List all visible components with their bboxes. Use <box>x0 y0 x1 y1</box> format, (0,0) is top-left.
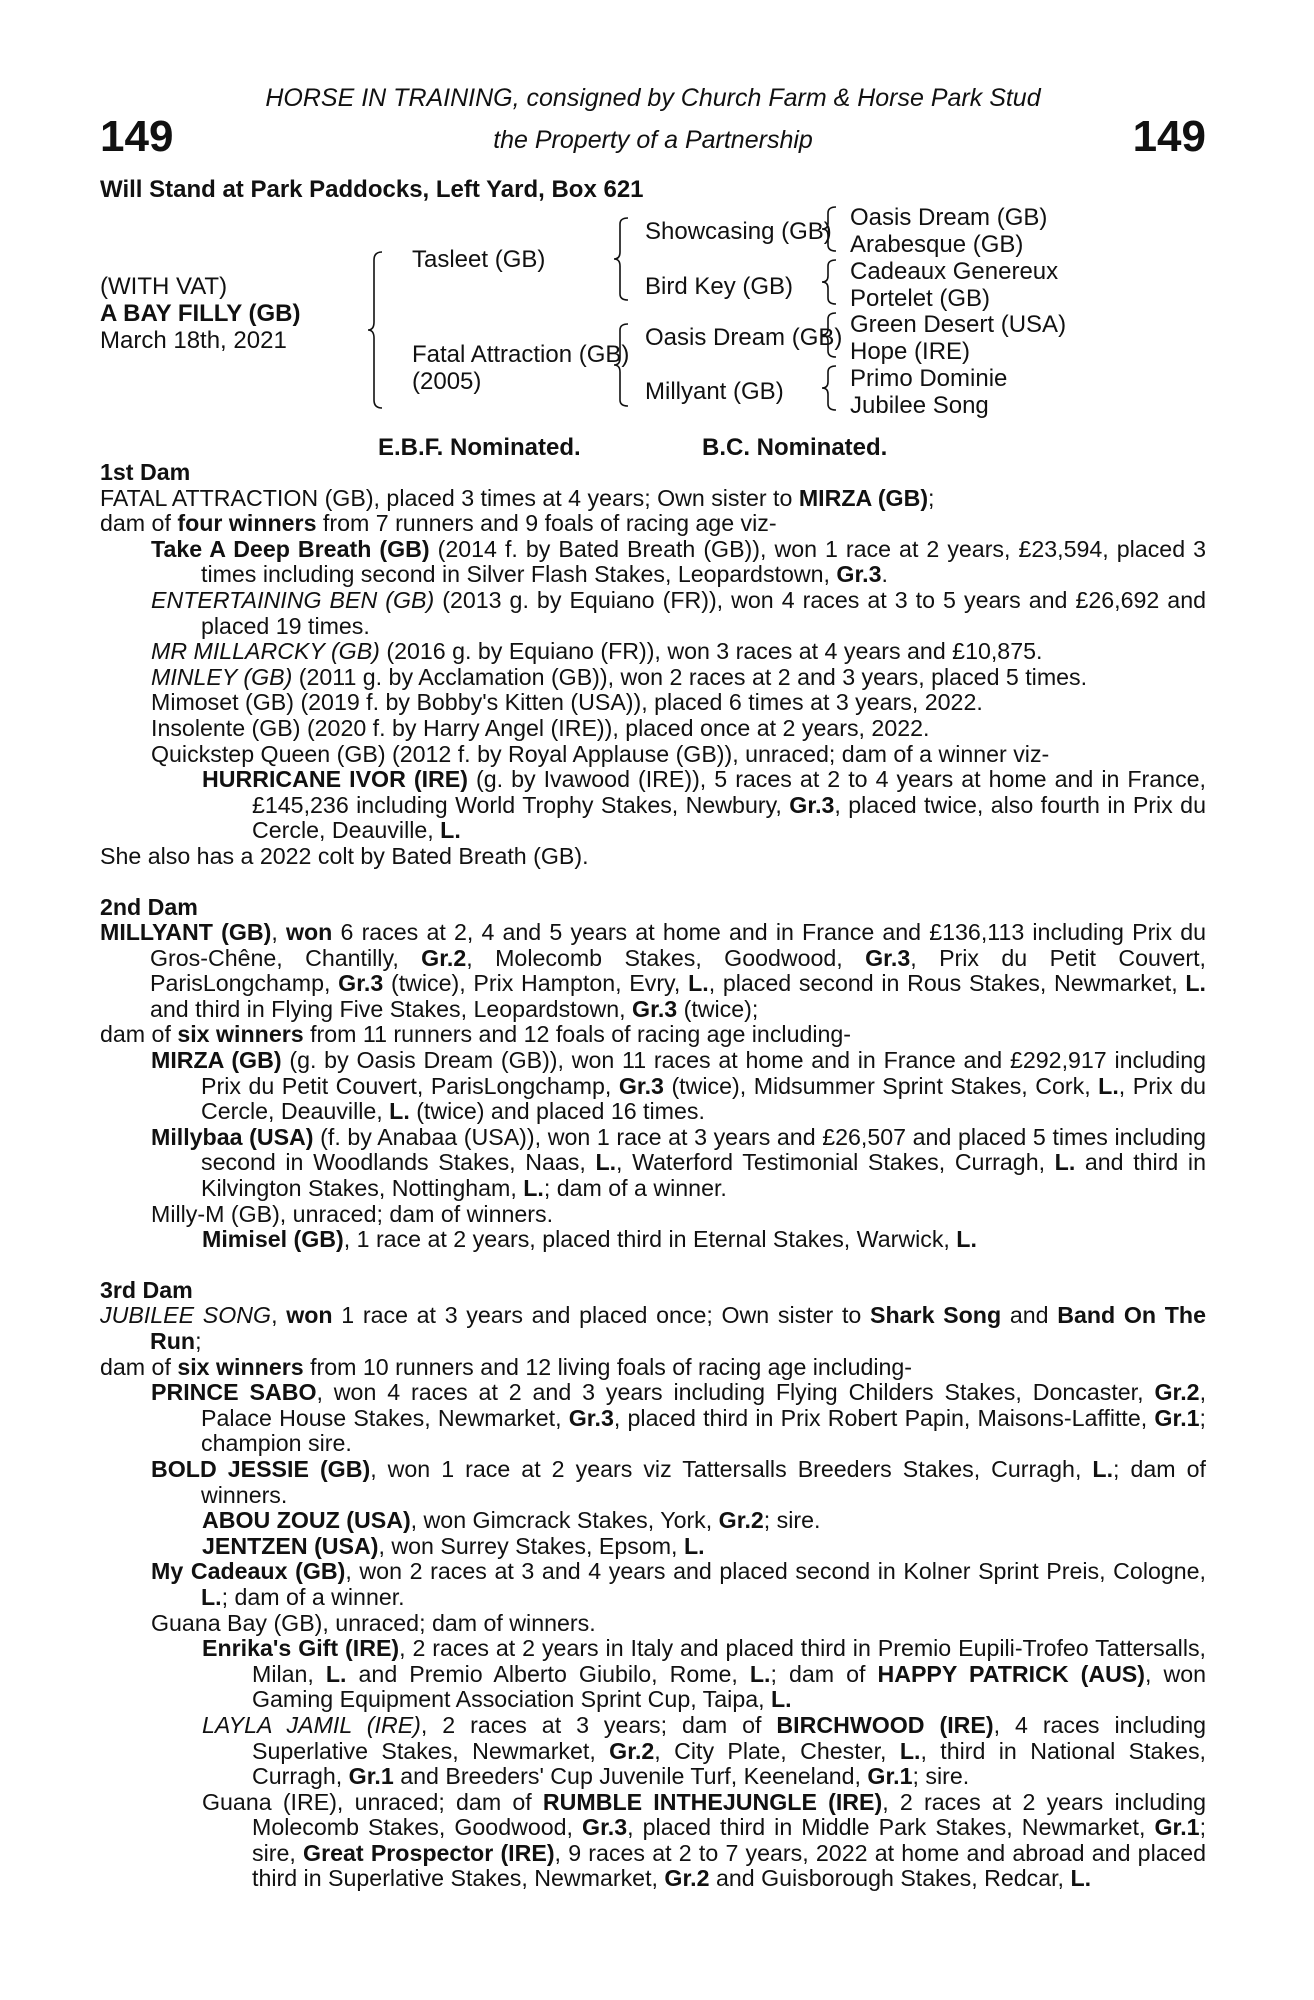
vat-note: (WITH VAT) <box>100 273 228 300</box>
pedigree-brace-g4-1 <box>822 205 842 253</box>
produce-millybaa: Millybaa (USA) (f. by Anabaa (USA)), won 1 race at 3 years and £26,507 and placed 5 times including second in Woodlands Stakes, Naas, L., Waterford Testimonial Stakes, Curragh, L. and third in Kilvington Stakes, Nottingham, L.; dam of a winner. <box>151 1123 1206 1202</box>
produce-record <box>100 460 1206 1892</box>
pedigree-brace-sire <box>614 216 634 302</box>
produce-bold-jessie: BOLD JESSIE (GB), won 1 race at 2 years viz Tattersalls Breeders Stakes, Curragh, L.; dam of winners. <box>151 1455 1206 1508</box>
produce-insolente: Insolente (GB) (2020 f. by Harry Angel (IRE)), placed once at 2 years, 2022. <box>151 714 930 741</box>
produce-mr-millarcky: MR MILLARCKY (GB) (2016 g. by Equiano (FR)), won 3 races at 4 years and £10,875. <box>151 638 1043 665</box>
pedigree-brace-dam <box>614 322 634 408</box>
dam-sire: Oasis Dream (GB) <box>645 324 843 351</box>
third-dam-summary: JUBILEE SONG, won 1 race at 3 years and placed once; Own sister to Shark Song and Band On The Run; <box>100 1302 1206 1354</box>
pedigree-brace-g4-4 <box>822 364 842 412</box>
stand-location: Will Stand at Park Paddocks, Left Yard, Box 621 <box>100 176 644 203</box>
produce-prince-sabo: PRINCE SABO, won 4 races at 2 and 3 years including Flying Childers Stakes, Doncaster, Gr.2, Palace House Stakes, Newmarket, Gr.3, placed third in Prix Robert Papin, Maisons-Laffitte, Gr.1; champion sire. <box>151 1379 1207 1457</box>
g4-green-desert: Green Desert (USA) <box>850 311 1067 338</box>
catalogue-page <box>100 0 1206 2000</box>
pedigree-brace-g4-2 <box>822 258 842 306</box>
foaled-date: March 18th, 2021 <box>100 327 287 354</box>
produce-take-a-deep-breath: Take A Deep Breath (GB) (2014 f. by Bated Breath (GB)), won 1 race at 2 years, £23,594, placed 3 times including second in Silver Flash Stakes, Leopardstown, Gr.3. <box>151 535 1207 588</box>
produce-quickstep-queen: Quickstep Queen (GB) (2012 f. by Royal Applause (GB)), unraced; dam of a winner viz- <box>151 740 1050 767</box>
first-dam-produce-intro: dam of four winners from 7 runners and 9 foals of racing age viz- <box>100 510 777 537</box>
ebf-nominated: E.B.F. Nominated. <box>378 434 581 461</box>
sire-name: Tasleet (GB) <box>412 246 546 273</box>
produce-abou-zouz: ABOU ZOUZ (USA), won Gimcrack Stakes, York, Gr.2; sire. <box>202 1507 821 1534</box>
produce-layla-jamil: LAYLA JAMIL (IRE), 2 races at 3 years; dam of BIRCHWOOD (IRE), 4 races including Superlative Stakes, Newmarket, Gr.2, City Plate, Chester, L., third in National Stakes, Curragh, Gr.1 and Breeders' Cup Juvenile Turf, Keeneland, Gr.1; sire. <box>202 1711 1206 1790</box>
pedigree-brace-g4-3 <box>822 311 842 359</box>
bc-nominated: B.C. Nominated. <box>702 434 888 461</box>
produce-hurricane-ivor: HURRICANE IVOR (IRE) (g. by Ivawood (IRE)), 5 races at 2 to 4 years at home and in France, £145,236 including World Trophy Stakes, Newbury, Gr.3, placed twice, also fourth in Prix du Cercle, Deauville, L. <box>202 766 1207 844</box>
g4-arabesque: Arabesque (GB) <box>850 231 1024 258</box>
third-dam-produce-intro: dam of six winners from 10 runners and 12 living foals of racing age including- <box>100 1353 913 1380</box>
produce-guana-bay: Guana Bay (GB), unraced; dam of winners. <box>151 1609 596 1636</box>
g4-jubilee-song: Jubilee Song <box>850 392 989 419</box>
dam-dam: Millyant (GB) <box>645 378 784 405</box>
first-dam-note: She also has a 2022 colt by Bated Breath (GB). <box>100 842 589 869</box>
produce-mimoset: Mimoset (GB) (2019 f. by Bobby's Kitten (USA)), placed 6 times at 3 years, 2022. <box>151 689 983 716</box>
second-dam-produce-intro: dam of six winners from 11 runners and 12 foals of racing age including- <box>100 1021 852 1048</box>
third-dam-heading: 3rd Dam <box>100 1276 193 1303</box>
pedigree-brace-main <box>368 250 388 410</box>
property-line: the Property of a Partnership <box>493 126 813 154</box>
dam-name: Fatal Attraction (GB) <box>412 341 630 368</box>
produce-milly-m: Milly-M (GB), unraced; dam of winners. <box>151 1200 554 1227</box>
g4-primo-dominie: Primo Dominie <box>850 365 1008 392</box>
g4-hope: Hope (IRE) <box>850 338 971 365</box>
sire-dam: Bird Key (GB) <box>645 273 794 300</box>
produce-mirza: MIRZA (GB) (g. by Oasis Dream (GB)), won 11 races at home and in France and £292,917 including Prix du Petit Couvert, ParisLongchamp, Gr.3 (twice), Midsummer Sprint Stakes, Cork, L., Prix du Cercle, Deauville, L. (twice) and placed 16 times. <box>151 1047 1206 1125</box>
first-dam-heading: 1st Dam <box>100 459 191 485</box>
produce-my-cadeaux: My Cadeaux (GB), won 2 races at 3 and 4 years and placed second in Kolner Sprint Preis, Cologne, L.; dam of a winner. <box>151 1558 1206 1610</box>
sire-sire: Showcasing (GB) <box>645 218 832 245</box>
consignor-line: HORSE IN TRAINING, consigned by Church Farm & Horse Park Stud <box>265 84 1041 112</box>
first-dam-summary: FATAL ATTRACTION (GB), placed 3 times at 4 years; Own sister to MIRZA (GB); <box>100 484 935 511</box>
produce-guana: Guana (IRE), unraced; dam of RUMBLE INTHEJUNGLE (IRE), 2 races at 2 years including Molecomb Stakes, Goodwood, Gr.3, placed third in Middle Park Stakes, Newmarket, Gr.1; sire, Great Prospector (IRE), 9 races at 2 to 7 years, 2022 at home and abroad and placed third in Superlative Stakes, Newmarket, Gr.2 and Guisborough Stakes, Redcar, L. <box>202 1788 1207 1892</box>
produce-mimisel: Mimisel (GB), 1 race at 2 years, placed third in Eternal Stakes, Warwick, L. <box>202 1226 977 1253</box>
horse-name: A BAY FILLY (GB) <box>100 300 301 327</box>
second-dam-summary: MILLYANT (GB), won 6 races at 2, 4 and 5 years at home and in France and £136,113 including Prix du Gros-Chêne, Chantilly, Gr.2, Molecomb Stakes, Goodwood, Gr.3, Prix du Petit Couvert, ParisLongchamp, Gr.3 (twice), Prix Hampton, Evry, L., placed second in Rous Stakes, Newmarket, L. and third in Flying Five Stakes, Leopardstown, Gr.3 (twice); <box>100 919 1206 1022</box>
produce-enrikas-gift: Enrika's Gift (IRE), 2 races at 2 years in Italy and placed third in Premio Eupili-Trofeo Tattersalls, Milan, L. and Premio Alberto Giubilo, Rome, L.; dam of HAPPY PATRICK (AUS), won Gaming Equipment Association Sprint Cup, Taipa, L. <box>202 1635 1207 1713</box>
produce-jentzen: JENTZEN (USA), won Surrey Stakes, Epsom, L. <box>202 1532 705 1559</box>
g4-cadeaux-genereux: Cadeaux Genereux <box>850 258 1059 285</box>
second-dam-heading: 2nd Dam <box>100 893 198 920</box>
lot-number-left: 149 <box>100 112 174 161</box>
lot-number-right: 149 <box>1132 112 1206 161</box>
produce-entertaining-ben: ENTERTAINING BEN (GB) (2013 g. by Equiano (FR)), won 4 races at 3 to 5 years and £26,692 and placed 19 times. <box>151 586 1206 639</box>
dam-year: (2005) <box>412 368 482 395</box>
g4-oasis-dream: Oasis Dream (GB) <box>850 204 1048 231</box>
g4-portelet: Portelet (GB) <box>850 285 991 312</box>
produce-minley: MINLEY (GB) (2011 g. by Acclamation (GB)), won 2 races at 2 and 3 years, placed 5 times. <box>151 663 1088 690</box>
